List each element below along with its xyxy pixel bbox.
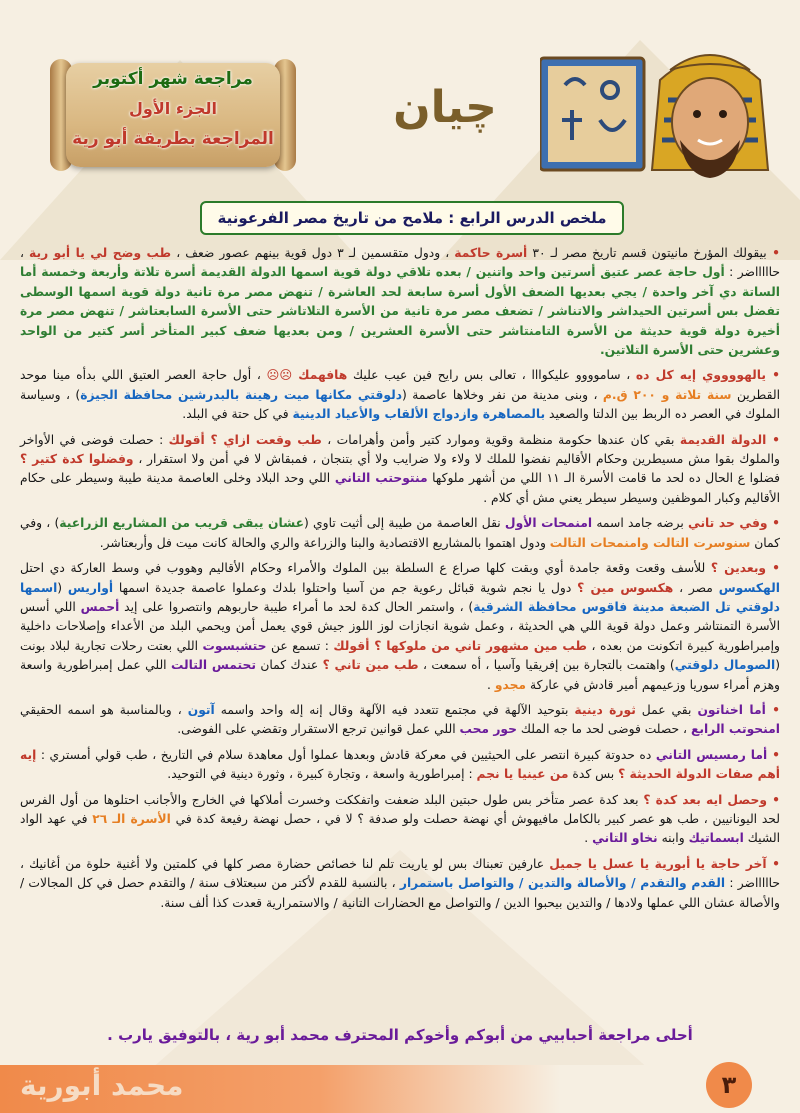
pharaoh-illustration [540,40,780,190]
highlighted-text: أواريس [67,580,114,595]
body-text: بتوحيد الآلهة في مجتمع تتعدد فيه الآلهة وقال إنه إله واحد واسمه [214,702,575,717]
highlighted-text: أما رمسيس التاني [655,747,768,762]
body-text: دول يا نجم شوية قبائل رعوية جم من آسيا واحتلوا بلدك وعملوا عاصمة جديدة اسمها [113,580,578,595]
lesson-summary [20,244,780,919]
body-text: ) ، وفي كمان [20,516,780,550]
body-text: في عهد الواد الشيك [20,811,780,846]
summary-paragraph [20,431,780,509]
body-text: ، ودول متقسمين لـ ٣ دول قوية بينهم عصور ضعف ، [171,246,455,260]
highlighted-text: أسرة حاكمة [454,246,528,260]
highlighted-text: هافهمك ☹☹ [266,368,348,383]
body-text: مصر ، [673,580,719,595]
highlighted-text: الصومال دلوقتي [674,658,776,673]
highlighted-text: • [767,516,780,531]
highlighted-text: سنة تلاتة و ٢٠٠ ق.م [602,387,732,402]
highlighted-text: دلوقتي مكانها ميت رهينة بالبدرشين محافظة الجيزة [80,387,403,402]
summary-paragraph [20,559,780,695]
summary-paragraph [20,244,780,360]
body-text: برضه جامد اسمه [592,516,688,531]
body-text: ، بالنسبة للقدم لأكتر من سبعتلاف سنة / والتقدم حصل في كل المجالات / والأصالة عشان اللي عملها ولادها / والتدين بيحبوا الدين / والتواصل مع الحضارات التانية / والاستمرارية قعدت كذا ألف سنة. [20,876,780,910]
body-text: ) ، وسياسة الملوك في العصر ده الربط بين الدلتا والصعيد [20,387,780,422]
body-text: ) واهتمت بالتجارة بين إفريقيا وآسيا ، أه سمعت ، [418,658,675,673]
body-text: اللي أسس الأسرة التمنتاشر وعمل دولة قوية اللي هي الحديثة ، وعمل شوية انجازات لوز اللوز جيش قوي يعمل أمن ويحمي البلد من الأعداء وإصلاحات داخلية وإمبراطورية كبيرة اتكونت من بعده ، [20,599,780,653]
highlighted-text: اسمها دلوقتي تل الضبعة مدينة فاقوس محافظة الشرقية [20,580,780,614]
scroll-title-part: الجزء الأول [129,99,217,118]
scroll-title-method: المراجعة بطريقة أبو رية [72,129,274,149]
body-text: عارفين تعبناك بس لو ياريت تلم لنا خصائص حضارة مصر كلها في كلمتين ولا أغنية حلوة من أغانيك ، حاااااضر : [20,856,780,891]
highlighted-text: • [766,561,781,576]
highlighted-text: تحتمس التالت [171,658,256,673]
highlighted-text: طب مين مشهور تاني من ملوكها ؟ أقولك [333,638,588,653]
highlighted-text: • [766,246,780,260]
body-text: : تسمع عن [266,638,334,653]
body-text: بس كدة [568,767,619,782]
body-text: ( [57,580,68,595]
author-name: محمد أبورية [20,1069,184,1102]
highlighted-text: سنوسرت التالت وامنمحات التالت [549,535,751,550]
highlighted-text: طب وقعت ازاي ؟ أقولك [168,432,322,447]
highlighted-text: وفي حد تاني [688,516,768,531]
highlighted-text: امنمحات الأول [504,516,593,531]
highlighted-text: إيه أهم صفات الدولة الحديثة ؟ [20,747,780,782]
highlighted-text: أما اخناتون [697,702,766,717]
highlighted-text: القدم والتقدم / والأصالة والتدين / والتواصل باستمرار [399,876,726,891]
body-text: : إمبراطورية واسعة ، وتجارة كبيرة ، وثورة دينية في التوحيد. [167,767,477,782]
highlighted-text: ثورة دينية [574,702,636,717]
highlighted-text: • [767,792,780,807]
highlighted-text: عشان يبقى قريب من المشاريع الزراعية [59,516,305,531]
highlighted-text: • [767,747,780,762]
body-text: للأسف وقعت وقعة جامدة أوي وبقت كلها صراع ع السلطة بين الملوك والأمراء وحكام الأقاليم وهووب في وسط العاركة دي احتل [20,561,711,576]
highlighted-text: • [766,432,780,447]
highlighted-text: حتشبسوت [202,638,267,653]
summary-paragraph [20,855,780,913]
highlighted-text: أحمس [80,599,120,614]
highlighted-text: آخر حاجة يا أبورية يا عسل يا جميل [549,856,767,871]
page-footer [0,1065,800,1113]
body-text: ، وبالمناسبة هو اسمه الحقيقي [20,702,188,717]
summary-paragraph [20,746,780,785]
page-title: چيان [393,82,497,133]
body-text: اللي عمل إمبراطورية واسعة وهزم أمراء سوريا وزعيمهم أمير قادش في عاركة [20,658,780,692]
highlighted-text: أول حاجة عصر عتيق أسرتين واحد واتنين / بعده تلاقي دولة قوية اسمها الدولة القديمة أسرة تلاتة وأربعة وخمسة أما الساتة دي آخر واحدة / يجي بعديها الضعف الأول أسرة سابعة لحد العاشرة / تنهض مصر مرة تانية دولة قوية اسمها الوسطى تفضل بس أسرتين الحيداشر والاتناشر / تضعف مصر مرة تانية من الأسرة التلاتاشر حتى الأسرة السابعتاشر / تنهض مصر مرة أخيرة دولة قوية حديثة من الأسرة التامنتاشر حتى الأسرة العشرين / ومن بعديها ضعف كبير المتأخر أسر كتير من الواحد وعشرين حتى الأسرة التلاتين. [20,265,780,358]
body-text: . [487,677,495,692]
body-text: في كل حتة في البلد. [182,407,293,422]
body-text: بعد كدة عصر متأخر بس طول حبتين البلد ضعفت واتفككت وخسرت أملاكها في الخارج والأجانب احتلوها من أول الفرس لحد اليونانيين ، طب هو عصر كبير بالكامل مافيهوش أي نهضة حصلت ولو صدفة ؟ لا في ، حصل نهضة رفيعة كدة في [20,792,780,826]
highlighted-text: • [765,702,780,717]
lesson-title: ملخص الدرس الرابع : ملامح من تاريخ مصر الفرعونية [200,201,624,235]
highlighted-text: امنحوتب الرابع [690,722,780,737]
body-text: اللي عمل قوانين ترجع الاستقرار وتقضي على الفوضى. [177,722,460,737]
highlighted-text: بالمصاهرة وازدواج الألقاب والأعياد الدينية [292,407,546,422]
body-text: ، وبنى مدينة من نفر وخلاها عاصمة ( [402,387,603,402]
highlighted-text: ابسماتيك [688,831,744,846]
title-scroll [48,55,298,175]
highlighted-text: هكسوس مين ؟ [577,580,674,595]
summary-paragraph [20,791,780,849]
highlighted-text: طب مين تاني ؟ [322,658,419,673]
body-text: ، حصلت فوضى لحد ما جه الملك [516,722,691,737]
highlighted-text: مجدو [494,677,527,692]
summary-paragraph [20,701,780,740]
highlighted-text: • [766,368,780,383]
highlighted-text: يالهووووي إيه كل ده [635,368,767,383]
highlighted-text: آتون [187,702,215,717]
body-text: . [584,831,593,846]
body-text: بيقولك المؤرخ مانيتون قسم تاريخ مصر لـ ٣٠ [527,246,767,260]
body-text: ودول اهتموا بالمشاريع الاقتصادية والبنا والزراعة والري والحالة كانت ميت فل وأربعتاشر. [99,535,550,550]
highlighted-text: الدولة القديمة [679,432,767,447]
summary-paragraph [20,514,780,553]
body-text: بقي عمل [635,702,698,717]
body-text: اللي وحد البلاد وخلى العاصمة مدينة طيبة وسيطر على حكام الأقاليم وكبار الموظفين وسيطر سيطر يعني مش أي كلام . [20,471,780,505]
body-text: ) ، واستمر الحال كدة لحد ما أمراء طيبة حاربوهم وانتصروا على إيد [119,599,474,614]
highlighted-text: نخاو التاني [592,831,658,846]
body-text: بقي كان عندها حكومة منظمة وقوية وموارد كتير وأمن وأهرامات ، [321,432,680,447]
closing-signature: أحلى مراجعة أحبابيي من أبوكم وأخوكم المحترف محمد أبو رية ، بالتوفيق يارب . [107,1026,693,1044]
page-number: ٣ [706,1062,752,1108]
highlighted-text: الهكسوس [718,580,781,595]
body-text: ، حاااااضر : [20,246,781,280]
body-text: : حصلت فوضى في الأواخر والملوك بقوا مش مسيطرين وحكام الأقاليم نفضوا للملك لا ولاء ولا ضرايب ولا أي بتنجان ، فمبقاش لا في أمن ولا استقرار ، [20,432,780,467]
highlighted-text: وفضلوا كدة كتير ؟ [20,452,134,467]
highlighted-text: الأسرة الـ ٢٦ [92,811,171,826]
body-text: ، ساموووو عليكوااا ، تعالى بس رايح فين عيب عليك [347,368,636,383]
body-text: اللي بعتت رحلات تجارية لبلاد بونت ( [20,638,781,673]
body-text: نقل العاصمة من طيبة إلى أثيت تاوي ( [304,516,505,531]
highlighted-text: وحصل ايه بعد كدة ؟ [643,792,768,807]
highlighted-text: حور محب [459,722,517,737]
highlighted-text: من عينيا يا نجم [476,767,569,782]
body-text: عندك كمان [256,658,323,673]
body-text: ده حدوتة كبيرة انتصر على الحيثيين في معركة قادش وبعدها عملوا أول معاهدة سلام في التاريخ ، طب قولي أمستري : [36,747,656,762]
highlighted-text: طب وضح لي يا أبو رية [29,246,172,260]
body-text: ، أول حاجة العصر العتيق اللي بدأه مينا موحد القطرين [20,368,780,402]
summary-paragraph [20,366,780,424]
body-text: فضلوا ع الحال ده لحد ما قامت الأسرة الـ ١١ اللي من أشهر ملوكها [427,471,780,486]
highlighted-text: • [766,856,780,871]
body-text: وابنه [657,831,689,846]
scroll-title-month: مراجعة شهر أكتوبر [93,69,253,89]
page-header [0,0,800,227]
highlighted-text: وبعدين ؟ [710,561,767,576]
highlighted-text: منتوحتب التاني [334,471,428,486]
